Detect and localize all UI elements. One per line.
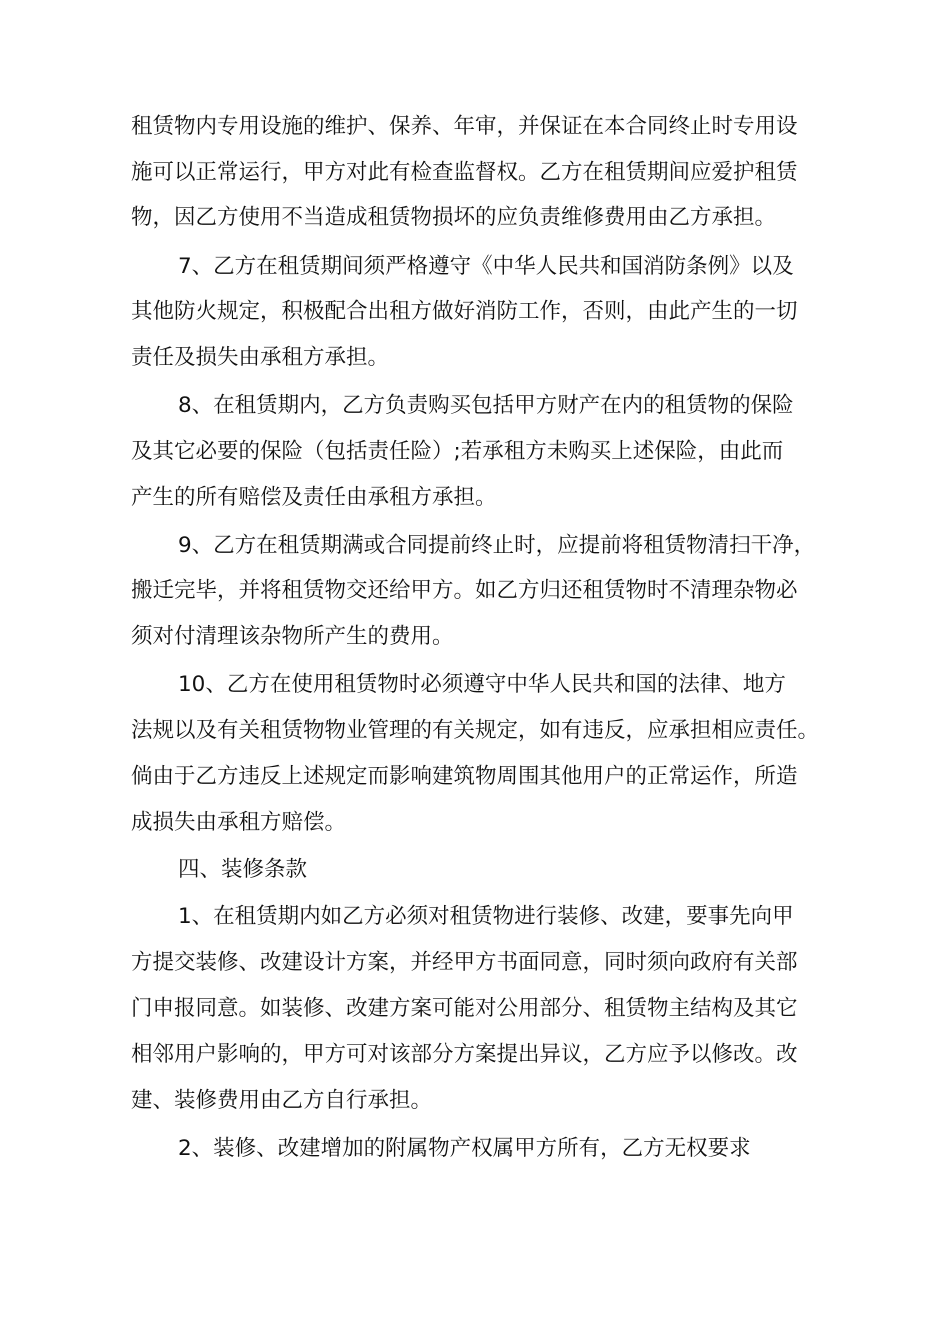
text-line: 须对付清理该杂物所产生的费用。 — [131, 624, 454, 649]
text-line: 倘由于乙方违反上述规定而影响建筑物周围其他用户的正常运作，所造 — [131, 764, 798, 789]
text-line: 8、在租赁期内，乙方负责购买包括甲方财产在内的租赁物的保险 — [178, 393, 794, 418]
text-line: 产生的所有赔偿及责任由承租方承担。 — [131, 485, 497, 510]
text-line: 搬迁完毕，并将租赁物交还给甲方。如乙方归还租赁物时不清理杂物必 — [131, 578, 798, 603]
text-line: 7、乙方在租赁期间须严格遵守《中华人民共和国消防条例》以及 — [178, 254, 794, 279]
text-line: 相邻用户影响的，甲方可对该部分方案提出异议，乙方应予以修改。改 — [131, 1042, 798, 1067]
text-line: 责任及损失由承租方承担。 — [131, 345, 390, 370]
text-line: 法规以及有关租赁物物业管理的有关规定，如有违反，应承担相应责任。 — [131, 718, 820, 743]
text-line: 1、在租赁期内如乙方必须对租赁物进行装修、改建，要事先向甲 — [178, 904, 794, 929]
section-heading: 四、装修条款 — [178, 857, 308, 882]
text-line: 及其它必要的保险（包括责任险）;若承租方未购买上述保险，由此而 — [131, 439, 784, 464]
text-line: 方提交装修、改建设计方案，并经甲方书面同意，同时须向政府有关部 — [131, 950, 798, 975]
text-line: 门申报同意。如装修、改建方案可能对公用部分、租赁物主结构及其它 — [131, 996, 798, 1021]
text-line: 建、装修费用由乙方自行承担。 — [131, 1088, 433, 1113]
text-line: 9、乙方在租赁期满或合同提前终止时，应提前将租赁物清扫干净， — [178, 533, 816, 558]
text-line: 施可以正常运行，甲方对此有检查监督权。乙方在租赁期间应爱护租赁 — [131, 160, 798, 185]
text-line: 成损失由承租方赔偿。 — [131, 810, 347, 835]
text-line: 租赁物内专用设施的维护、保养、年审，并保证在本合同终止时专用设 — [131, 114, 798, 139]
text-line: 物，因乙方使用不当造成租赁物损坏的应负责维修费用由乙方承担。 — [131, 205, 777, 230]
text-line: 其他防火规定，积极配合出租方做好消防工作，否则，由此产生的一切 — [131, 299, 798, 324]
text-line: 2、装修、改建增加的附属物产权属甲方所有，乙方无权要求 — [178, 1136, 751, 1161]
text-line: 10、乙方在使用租赁物时必须遵守中华人民共和国的法律、地方 — [178, 672, 786, 697]
